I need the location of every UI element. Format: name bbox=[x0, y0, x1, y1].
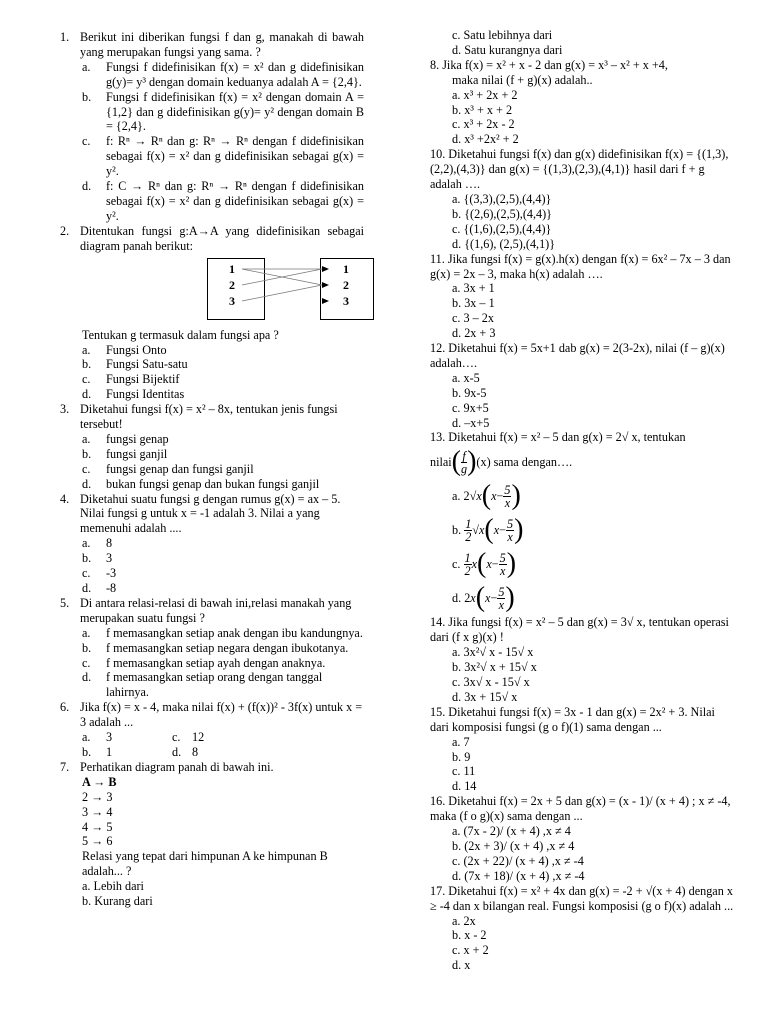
question-14: 14. Jika fungsi f(x) = x² – 5 dan g(x) = 3√ x, tentukan operasi dari (f x g)(x) ! bbox=[430, 615, 729, 645]
question-6-options bbox=[60, 730, 364, 760]
option: a. 8 bbox=[82, 536, 113, 551]
left-column: 1. Berikut ini diberikan fungsi f dan g, manakah di bawah yang merupakan fungsi yang sama. ? a. Fungsi f didefinisikan f(x) = x² dan g didefinisikan g(y)= y³ dengan domain keduanya adalah A = {2,4}. b. Fungsi f didefinisikan f(x) = x² dengan domain A = {1,2} dan g didefinisikan g(y)= y² dengan domain B = {2,4}. c. f: Rⁿ → Rⁿ dan g: Rⁿ → Rⁿ dengan f didefinisikan sebagai f(x) = x² dan g didefinisikan sebagai g(x) = y². d. f: C → Rⁿ dan g: Rⁿ → Rⁿ dengan f didefinisikan sebagai f(x) = x² dan g didefinisikan sebagai g(x) = y². 2. Ditentukan fungsi g:A→A yang didefinisikan sebagai diagram panah berikut: 1 2 3 1 2 3 Tentukan g termasuk dalam fungsi apa ? a. Fungsi Onto b. Fungsi Satu-satu c. Fungsi Bijektif d. Fungsi Identitas 3. Diketahui fungsi f(x) = x² – 8x, tentukan jenis fungsi tersebut! a. fungsi genap b. fungsi ganjil c. fungsi genap dan fungsi ganjil d. bukan fungsi genap dan bukan fungsi ganjil 4. Diketahui suatu fungsi g dengan rumus g(x) = ax – 5. Nilai fungsi g untuk x = -1 adalah 3. Nilai a yang memenuhi adalah .... a. 8 b. 3 c. -3 d. -8 5. Di antara relasi-relasi di bawah ini,relasi manakah yang merupakan suatu fungsi ? a. f memasangkan setiap anak dengan ibu kandungnya. b. f memasangkan setiap negara dengan ibukotanya. c. f memasangkan setiap ayah dengan anaknya. d. f memasangkan setiap orang dengan tanggal lahirnya. 6. Jika f(x) = x - 4, maka nilai f(x) + (f(x))² - 3f(x) untuk x = 3 adalah ... a. 3 c. 12 b. 1 d. 8 7. Perhatikan diagram panah di bawah ini. A → B 2 → 3 3 → 4 4 → 5 5 → 6 Relasi yang tepat dari himpunan A ke himpunan B adalah... ? a. Lebih dari b. Kurang dari bbox=[60, 30, 364, 909]
question-15: 15. Diketahui fungsi f(x) = 3x - 1 dan g(x) = 2x² + 3. Nilai dari komposisi fungsi (g o f)(1) sama dengan ... bbox=[430, 704, 715, 734]
question-12: 12. Diketahui f(x) = 5x+1 dab g(x) = 2(3-2x), nilai (f – g)(x) adalah…. bbox=[430, 341, 725, 370]
option: b. f memasangkan setiap negara dengan ibukotanya. bbox=[82, 640, 349, 655]
option-row: b. 1 d. 8 bbox=[82, 744, 199, 759]
arrowhead bbox=[322, 282, 329, 288]
question-2-options bbox=[60, 343, 364, 403]
option: c. -3 bbox=[82, 566, 117, 581]
question-16: 16. Diketahui f(x) = 2x + 5 dan g(x) = (x - 1)/ (x + 4) ; x ≠ -4, maka (f o g)(x) sama dengan ... bbox=[430, 794, 731, 824]
q13-option-b: b. $\frac{1}{2}$ √ x ( x − $\frac{5}{x}$ ) bbox=[452, 514, 524, 546]
option: d. -8 bbox=[82, 581, 117, 595]
question-7: 7. Perhatikan diagram panah di bawah ini. bbox=[60, 759, 274, 774]
option: c. Fungsi Bijektif bbox=[82, 372, 180, 387]
q13-option-a: a. 2√ x ( x − $\frac{5}{x}$ ) bbox=[452, 480, 521, 512]
option-row: a. 3 c. 12 bbox=[82, 730, 205, 745]
question-10: 10. Diketahui fungsi f(x) dan g(x) didefinisikan f(x) = {(1,3),(2,2),(4,3)} dan g(x) = {(1,3),(2,3),(4,1)} hasil dari f + g adalah …. bbox=[430, 147, 729, 192]
question-1-options bbox=[60, 60, 364, 224]
option: d. bukan fungsi genap dan bukan fungsi ganjil bbox=[82, 476, 320, 491]
option: b. 3 bbox=[82, 551, 113, 566]
q13-option-d: d. 2 x ( x − $\frac{5}{x}$ ) bbox=[452, 582, 515, 614]
question-17: 17. Diketahui f(x) = x² + 4x dan g(x) = -2 + √(x + 4) dengan x ≥ -4 dan x bilangan real. Fungsi komposisi (g o f)(x) adalah ... bbox=[430, 883, 734, 913]
question-11: 11. Jika fungsi f(x) = g(x).h(x) dengan f(x) = 6x² – 7x – 3 dan g(x) = 2x – 3, maka h(x) adalah …. bbox=[430, 251, 731, 281]
arrow-diagram: 1 2 3 1 2 3 bbox=[60, 258, 364, 324]
question-4-options bbox=[60, 536, 364, 596]
option: d. Fungsi Identitas bbox=[82, 387, 185, 402]
question-1: 1. Berikut ini diberikan fungsi f dan g, manakah di bawah yang merupakan fungsi yang sama. ? bbox=[60, 30, 364, 59]
option: c. f memasangkan setiap ayah dengan anaknya. bbox=[82, 655, 326, 670]
q13-option-c: c. $\frac{1}{2}$ x ( x − $\frac{5}{x}$ ) bbox=[452, 548, 517, 580]
option: a. fungsi genap bbox=[82, 431, 169, 446]
arrowhead bbox=[322, 266, 329, 272]
question-6: 6. Jika f(x) = x - 4, maka nilai f(x) + (f(x))² - 3f(x) untuk x = 3 adalah ... bbox=[60, 700, 363, 730]
option: d. f memasangkan setiap orang dengan tanggal lahirnya. bbox=[82, 670, 323, 700]
question-4: 4. Diketahui suatu fungsi g dengan rumus g(x) = ax – 5. Nilai fungsi g untuk x = -1 adalah 3. Nilai a yang memenuhi adalah .... bbox=[60, 491, 341, 536]
question-5-options bbox=[60, 626, 364, 701]
option: a. f memasangkan setiap anak dengan ibu kandungnya. bbox=[82, 625, 363, 640]
arrow-line bbox=[242, 285, 322, 301]
option: a. Fungsi Onto bbox=[82, 342, 167, 357]
question-13: 13. Diketahui f(x) = x² – 5 dan g(x) = 2√ x, tentukan bbox=[430, 430, 686, 445]
option: b. Fungsi Satu-satu bbox=[82, 357, 188, 372]
question-3: 3. Diketahui fungsi f(x) = x² – 8x, tentukan jenis fungsi tersebut! bbox=[60, 402, 338, 432]
question-8: 8. Jika f(x) = x² + x - 2 dan g(x) = x³ – x² + x +4, bbox=[430, 57, 668, 72]
mapping-arrows bbox=[60, 258, 380, 324]
option: b. Fungsi f didefinisikan f(x) = x² dengan domain A = {1,2} dan g didefinisikan g(y)= y² dengan domain B = {2,4}. bbox=[82, 89, 364, 134]
option: c. f: Rⁿ → Rⁿ dan g: Rⁿ → Rⁿ dengan f didefinisikan sebagai f(x) = x² dan g didefinisikan sebagai g(x) = y². bbox=[82, 134, 364, 179]
option: c. fungsi genap dan fungsi ganjil bbox=[82, 461, 254, 476]
q13-expression: nilai ( $\frac{f}{g}$ ) (x) sama dengan…. bbox=[430, 446, 573, 478]
arrowhead bbox=[322, 298, 329, 304]
question-2: 2. Ditentukan fungsi g:A→A yang didefinisikan sebagai diagram panah berikut: bbox=[60, 223, 364, 253]
question-5: 5. Di antara relasi-relasi di bawah ini,relasi manakah yang merupakan suatu fungsi ? bbox=[60, 595, 352, 625]
option: b. fungsi ganjil bbox=[82, 446, 168, 461]
option: a. Fungsi f didefinisikan f(x) = x² dan g didefinisikan g(y)= y³ dengan domain keduanya adalah A = {2,4}. bbox=[82, 59, 364, 89]
option: d. f: C → Rⁿ dan g: Rⁿ → Rⁿ dengan f didefinisikan sebagai f(x) = x² dan g didefinisikan sebagai g(x) = y². bbox=[82, 179, 364, 223]
right-column: c. Satu lebihnya dari d. Satu kurangnya dari 8. Jika f(x) = x² + x - 2 dan g(x) = x³ – x² + x +4, maka nilai (f + g)(x) adalah.. a. x³ + 2x + 2 b. x³ + x + 2 c. x³ + 2x - 2 d. x³ +2x² + 2 10. Diketahui fungsi f(x) dan g(x) didefinisikan f(x) = {(1,3),(2,2),(4,3)} dan g(x) = {(1,3),(2,3),(4,1)} hasil dari f + g adalah …. a. {(3,3),(2,5),(4,4)} b. {(2,6),(2,5),(4,4)} c. {(1,6),(2,5),(4,4)} d. {(1,6), (2,5),(4,1)} 11. Jika fungsi f(x) = g(x).h(x) dengan f(x) = 6x² – 7x – 3 dan g(x) = 2x – 3, maka h(x) adalah …. a. 3x + 1 b. 3x – 1 c. 3 – 2x d. 2x + 3 12. Diketahui f(x) = 5x+1 dab g(x) = 2(3-2x), nilai (f – g)(x) adalah…. a. x-5 b. 9x-5 c. 9x+5 d. –x+5 13. Diketahui f(x) = x² – 5 dan g(x) = 2√ x, tentukan nilai ( $\frac{f}{g}$ ) (x) sama dengan…. a. 2√ x ( x − $\frac{5}{x}$ ) b. $\frac{1}{2}$ √ x ( x − $\frac{5}{x}$ ) c. $\frac{1}{2}$ x ( x − $\frac{5}{x}$ ) d. 2 x ( x − $\frac{5}{x}$ ) 14. Jika fungsi f(x) = x² – 5 dan g(x) = 3√ x, tentukan operasi dari (f x g)(x) ! a. 3x²√ x - 15√ x b. 3x²√ x + 15√ x c. 3x√ x - 15√ x d. 3x + 15√ x 15. Diketahui fungsi f(x) = 3x - 1 dan g(x) = 2x² + 3. Nilai dari komposisi fungsi (g o f)(1) sama dengan ... a. 7 b. 9 c. 11 d. 14 16. Diketahui f(x) = 2x + 5 dan g(x) = (x - 1)/ (x + 4) ; x ≠ -4, maka (f o g)(x) sama dengan ... a. (7x - 2)/ (x + 4) ,x ≠ 4 b. (2x + 3)/ (x + 4) ,x ≠ 4 c. (2x + 22)/ (x + 4) ,x ≠ -4 d. (7x + 18)/ (x + 4) ,x ≠ -4 17. Diketahui f(x) = x² + 4x dan g(x) = -2 + √(x + 4) dengan x ≥ -4 dan x bilangan real. Fungsi komposisi (g o f)(x) adalah ... a. 2x b. x - 2 c. x + 2 d. x bbox=[430, 28, 734, 973]
question-3-options bbox=[60, 432, 364, 492]
